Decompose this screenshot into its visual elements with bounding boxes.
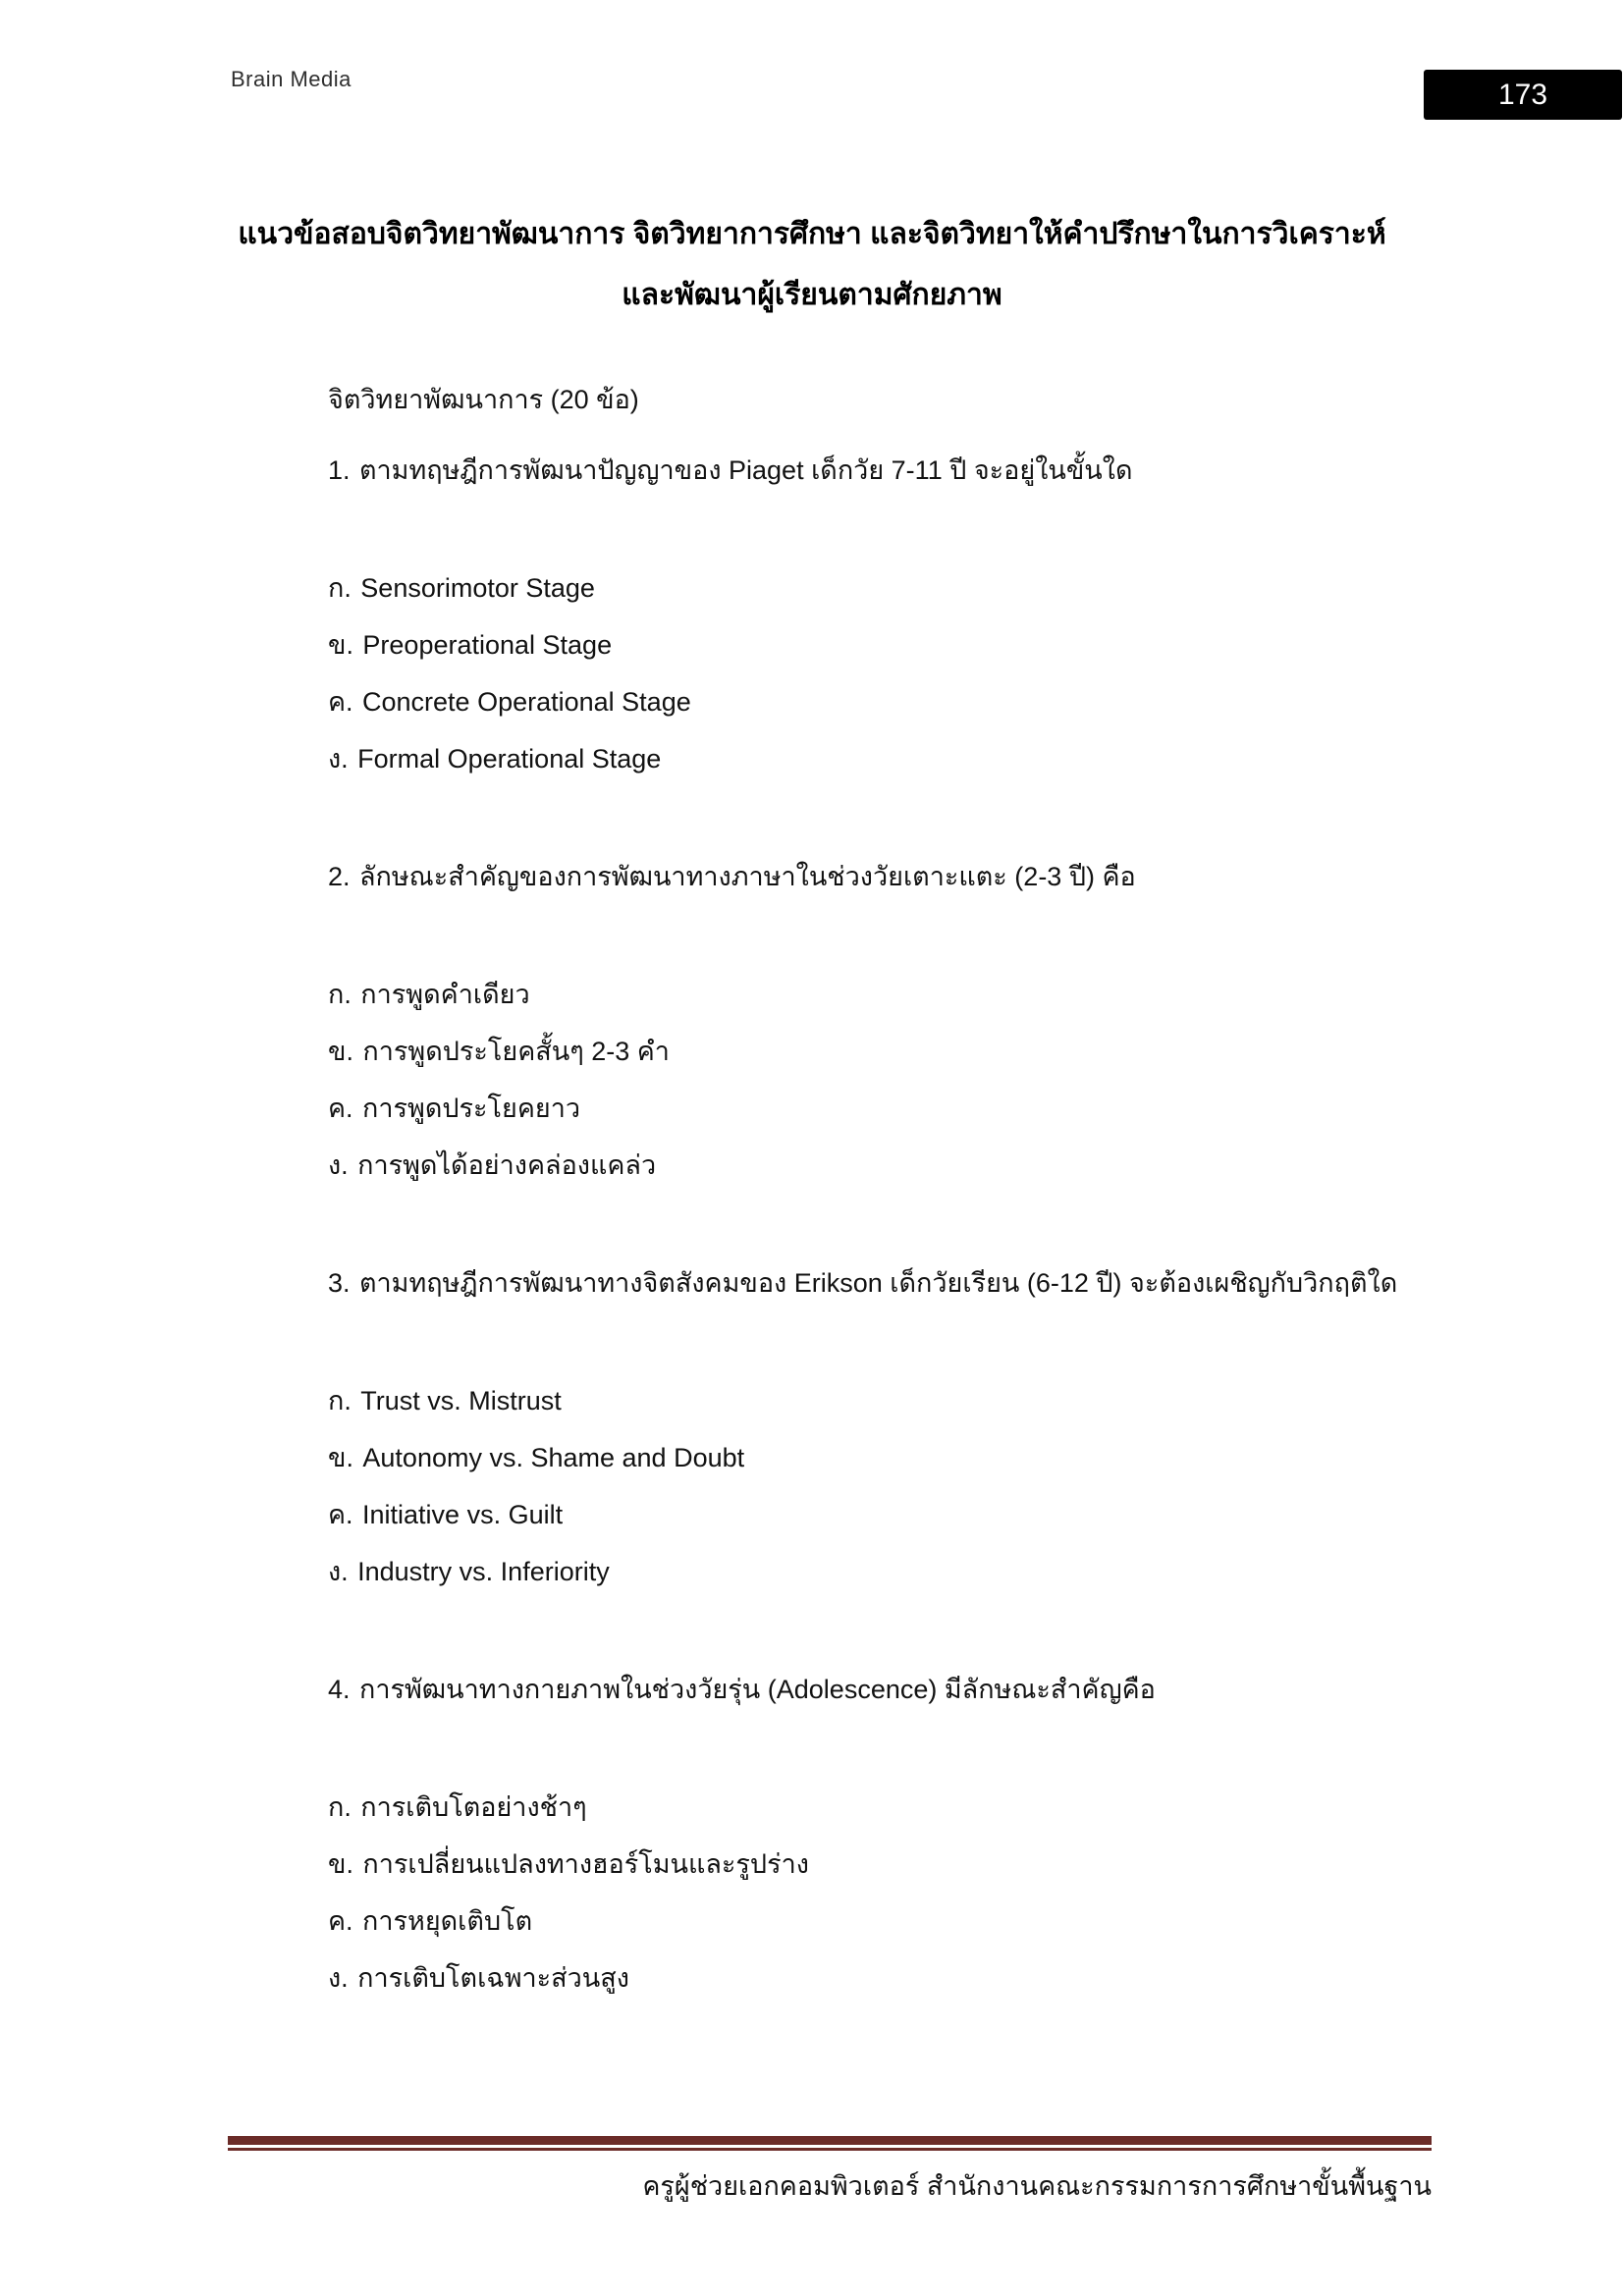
brand-label: Brain Media	[231, 67, 352, 91]
option-item	[328, 1429, 1487, 1486]
option-label: ข.	[328, 1849, 353, 1879]
option-text: Autonomy vs. Shame and Doubt	[362, 1443, 745, 1472]
question-2	[328, 848, 1487, 1194]
footer-divider	[228, 2136, 1432, 2151]
option-label: ค.	[328, 1500, 353, 1529]
option-label: ก.	[328, 573, 352, 603]
question-text	[328, 1255, 1487, 1311]
option-item	[328, 1372, 1487, 1429]
question-3	[328, 1255, 1487, 1600]
options-list	[328, 1372, 1487, 1600]
option-item	[328, 1836, 1487, 1893]
question-number: 4.	[328, 1675, 351, 1704]
option-item	[328, 966, 1487, 1023]
option-text: การเติบโตอย่างช้าๆ	[360, 1792, 587, 1822]
option-label: ค.	[328, 1094, 353, 1123]
option-item	[328, 560, 1487, 616]
question-number: 2.	[328, 862, 351, 891]
option-text: การหยุดเติบโต	[362, 1906, 533, 1936]
page-title	[0, 204, 1624, 326]
option-label: ค.	[328, 1906, 353, 1936]
page-title-line1: แนวข้อสอบจิตวิทยาพัฒนาการ จิตวิทยาการศึกษา และจิตวิทยาให้คำปรึกษาในการวิเคราะห์	[238, 218, 1386, 250]
option-text: การพูดประโยคสั้นๆ 2-3 คำ	[362, 1037, 670, 1066]
option-label: ข.	[328, 1037, 353, 1066]
option-label: ง.	[328, 744, 349, 774]
question-text	[328, 1661, 1487, 1718]
question-number: 1.	[328, 455, 351, 485]
option-text: การเปลี่ยนแปลงทางฮอร์โมนและรูปร่าง	[362, 1849, 809, 1879]
option-label: ก.	[328, 1792, 352, 1822]
page-number-badge: 173	[1424, 70, 1622, 120]
options-list	[328, 966, 1487, 1194]
option-item	[328, 616, 1487, 673]
option-label: ง.	[328, 1963, 349, 1993]
option-text: การพูดได้อย่างคล่องแคล่ว	[357, 1150, 657, 1180]
page-title-line2: และพัฒนาผู้เรียนตามศักยภาพ	[622, 279, 1002, 311]
option-item	[328, 1486, 1487, 1543]
question-body: การพัฒนาทางกายภาพในช่วงวัยรุ่น (Adolescence) มีลักษณะสำคัญคือ	[358, 1675, 1156, 1704]
option-label: ก.	[328, 1386, 352, 1415]
option-text: Industry vs. Inferiority	[357, 1557, 610, 1586]
option-item	[328, 1949, 1487, 2006]
option-text: การพูดประโยคยาว	[362, 1094, 581, 1123]
option-item	[328, 1779, 1487, 1836]
option-label: ง.	[328, 1150, 349, 1180]
option-text: การเติบโตเฉพาะส่วนสูง	[357, 1963, 629, 1993]
question-body: ลักษณะสำคัญของการพัฒนาทางภาษาในช่วงวัยเตาะแตะ (2-3 ปี) คือ	[358, 862, 1136, 891]
option-text: Trust vs. Mistrust	[360, 1386, 562, 1415]
option-label: ก.	[328, 980, 352, 1009]
questions	[328, 442, 1487, 2006]
option-item	[328, 1080, 1487, 1137]
content-area	[328, 371, 1487, 2067]
option-label: ข.	[328, 1443, 353, 1472]
question-body: ตามทฤษฎีการพัฒนาทางจิตสังคมของ Erikson เด็กวัยเรียน (6-12 ปี) จะต้องเผชิญกับวิกฤติใด	[358, 1268, 1398, 1298]
option-text: การพูดคำเดียว	[360, 980, 530, 1009]
option-text: Preoperational Stage	[362, 630, 613, 660]
option-text: Concrete Operational Stage	[362, 687, 691, 717]
question-4	[328, 1661, 1487, 2006]
option-label: ข.	[328, 630, 353, 660]
option-text: Formal Operational Stage	[357, 744, 662, 774]
footer-credit: ครูผู้ช่วยเอกคอมพิวเตอร์ สำนักงานคณะกรรมการการศึกษาขั้นพื้นฐาน	[642, 2171, 1432, 2201]
option-item	[328, 1137, 1487, 1194]
option-item	[328, 730, 1487, 787]
question-number: 3.	[328, 1268, 351, 1298]
option-text: Sensorimotor Stage	[360, 573, 595, 603]
options-list	[328, 1779, 1487, 2006]
question-1	[328, 442, 1487, 787]
question-text	[328, 442, 1487, 499]
footer-divider-thick-line	[228, 2136, 1432, 2145]
section-heading: จิตวิทยาพัฒนาการ (20 ข้อ)	[328, 385, 639, 414]
question-text	[328, 848, 1487, 905]
option-item	[328, 1023, 1487, 1080]
option-label: ง.	[328, 1557, 349, 1586]
option-item	[328, 1893, 1487, 1949]
option-label: ค.	[328, 687, 353, 717]
question-body: ตามทฤษฎีการพัฒนาปัญญาของ Piaget เด็กวัย 7-11 ปี จะอยู่ในขั้นใด	[358, 455, 1133, 485]
option-text: Initiative vs. Guilt	[362, 1500, 564, 1529]
options-list	[328, 560, 1487, 787]
footer-divider-thin-line	[228, 2148, 1432, 2151]
option-item	[328, 1543, 1487, 1600]
option-item	[328, 673, 1487, 730]
